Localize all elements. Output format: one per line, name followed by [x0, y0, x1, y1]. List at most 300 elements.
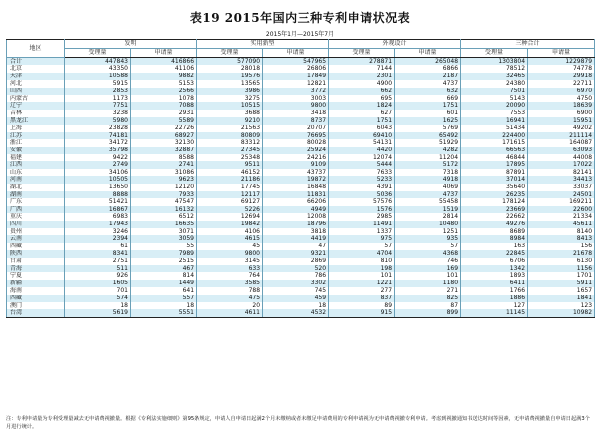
table-row: [7, 147, 595, 154]
value-cell: 745: [263, 287, 329, 294]
value-cell: 8341: [65, 250, 131, 257]
value-cell: 475: [197, 295, 263, 302]
value-cell: 1766: [461, 287, 528, 294]
value-cell: 1751: [395, 102, 461, 109]
value-cell: 2869: [263, 258, 329, 265]
value-cell: 23828: [65, 125, 131, 132]
value-cell: 4532: [263, 309, 329, 317]
value-cell: 2515: [131, 258, 197, 265]
value-cell: 11145: [461, 309, 528, 317]
value-cell: 627: [329, 110, 395, 117]
region-column-header: 地区: [7, 40, 65, 58]
table-row: [7, 132, 595, 139]
table-row: [7, 139, 595, 146]
value-cell: 49202: [528, 125, 595, 132]
value-cell: 25348: [197, 154, 263, 161]
region-cell: 北京: [7, 65, 65, 72]
value-cell: 11204: [395, 154, 461, 161]
value-cell: 17895: [461, 161, 528, 168]
table-row: [7, 80, 595, 87]
table-row: [7, 65, 595, 72]
value-cell: 87891: [461, 169, 528, 176]
value-cell: 6130: [528, 258, 595, 265]
value-cell: 12821: [263, 80, 329, 87]
value-cell: 12120: [131, 184, 197, 191]
value-cell: 4420: [329, 147, 395, 154]
value-cell: 44008: [528, 154, 595, 161]
value-cell: 25924: [263, 147, 329, 154]
value-cell: 5551: [131, 309, 197, 317]
value-cell: 459: [263, 295, 329, 302]
value-cell: 9882: [131, 73, 197, 80]
value-cell: 211114: [528, 132, 595, 139]
value-cell: 5036: [329, 191, 395, 198]
value-cell: 7501: [461, 88, 528, 95]
value-cell: 577090: [197, 58, 263, 66]
region-cell: 内蒙古: [7, 95, 65, 102]
value-cell: 915: [329, 309, 395, 317]
value-cell: 3585: [197, 280, 263, 287]
value-cell: 17849: [263, 73, 329, 80]
value-cell: 69127: [197, 198, 263, 205]
value-cell: 3246: [65, 228, 131, 235]
value-cell: 89: [329, 302, 395, 309]
value-cell: 4900: [329, 80, 395, 87]
value-cell: 1303804: [461, 58, 528, 66]
value-cell: 10515: [197, 102, 263, 109]
value-cell: 3003: [263, 95, 329, 102]
value-cell: 271: [395, 287, 461, 294]
document-subtitle: 2015年1月—2015年7月: [265, 31, 335, 38]
region-cell: 上海: [7, 125, 65, 132]
value-cell: 1701: [528, 272, 595, 279]
value-cell: 3688: [197, 110, 263, 117]
region-cell: 河南: [7, 176, 65, 183]
subheader-applied: 申请量: [395, 49, 461, 58]
value-cell: 632: [395, 88, 461, 95]
value-cell: 17022: [528, 161, 595, 168]
value-cell: 265048: [395, 58, 461, 66]
value-cell: 18: [65, 302, 131, 309]
patent-applications-table: [6, 39, 595, 318]
value-cell: 22711: [528, 80, 595, 87]
value-cell: 178124: [461, 198, 528, 205]
value-cell: 45: [197, 243, 263, 250]
value-cell: 27345: [197, 147, 263, 154]
value-cell: 2394: [65, 235, 131, 242]
value-cell: 15951: [528, 117, 595, 124]
value-cell: 7088: [131, 102, 197, 109]
subheader-applied: 申请量: [528, 49, 595, 58]
value-cell: 10480: [395, 221, 461, 228]
table-row: [7, 184, 595, 191]
table-row: [7, 161, 595, 168]
value-cell: 18: [263, 302, 329, 309]
value-cell: 5589: [131, 117, 197, 124]
subheader-applied: 申请量: [131, 49, 197, 58]
value-cell: 1180: [395, 280, 461, 287]
value-cell: 5233: [329, 176, 395, 183]
table-row-total: [7, 58, 595, 66]
value-cell: 4069: [395, 184, 461, 191]
value-cell: 825: [395, 295, 461, 302]
value-cell: 7751: [65, 102, 131, 109]
value-cell: 20707: [263, 125, 329, 132]
value-cell: 1893: [461, 272, 528, 279]
value-cell: 8140: [528, 228, 595, 235]
value-cell: 788: [197, 287, 263, 294]
table-body: [7, 58, 595, 318]
value-cell: 814: [131, 272, 197, 279]
value-cell: 51929: [395, 139, 461, 146]
value-cell: 24501: [528, 191, 595, 198]
value-cell: 57: [329, 243, 395, 250]
value-cell: 837: [329, 295, 395, 302]
value-cell: 3986: [197, 88, 263, 95]
value-cell: 2751: [65, 258, 131, 265]
value-cell: 12008: [263, 213, 329, 220]
value-cell: 4615: [197, 235, 263, 242]
value-cell: 786: [263, 272, 329, 279]
value-cell: 8413: [528, 235, 595, 242]
group-header-utility-model: 实用新型: [197, 40, 329, 49]
subheader-accepted: 受理量: [461, 49, 528, 58]
value-cell: 127: [461, 302, 528, 309]
value-cell: 4282: [395, 147, 461, 154]
value-cell: 32465: [461, 73, 528, 80]
value-cell: 701: [65, 287, 131, 294]
group-header-design: 外观设计: [329, 40, 461, 49]
value-cell: 1342: [461, 265, 528, 272]
value-cell: 2566: [131, 88, 197, 95]
value-cell: 45611: [528, 221, 595, 228]
value-cell: 16132: [131, 206, 197, 213]
value-cell: 5444: [329, 161, 395, 168]
value-cell: 51434: [461, 125, 528, 132]
value-cell: 764: [197, 272, 263, 279]
table-header-row-groups: [7, 40, 595, 49]
value-cell: 68927: [131, 132, 197, 139]
region-cell: 甘肃: [7, 258, 65, 265]
value-cell: 7318: [395, 169, 461, 176]
value-cell: 9511: [197, 161, 263, 168]
value-cell: 5226: [197, 206, 263, 213]
value-cell: 80028: [263, 139, 329, 146]
footnote: 注：专利申请量为专利受理量减去无申请费视撤量。根据《专利法实施细则》第95条规定，申请人自申请日起满2个月未缴纳或者未缴足申请费用的专利申请视为无申请费视撤专利申请。考虑到视撤通知书送达时间等因素，无申请费视撤量自申请日起满3个月进行统计。: [6, 416, 590, 430]
value-cell: 926: [65, 272, 131, 279]
value-cell: 12694: [197, 213, 263, 220]
value-cell: 22726: [131, 125, 197, 132]
subheader-accepted: 受理量: [197, 49, 263, 58]
value-cell: 5911: [528, 280, 595, 287]
value-cell: 695: [329, 95, 395, 102]
value-cell: 5172: [395, 161, 461, 168]
value-cell: 8689: [461, 228, 528, 235]
value-cell: 10982: [528, 309, 595, 317]
value-cell: 46152: [197, 169, 263, 176]
value-cell: 23669: [461, 206, 528, 213]
value-cell: 54131: [329, 139, 395, 146]
value-cell: 57: [395, 243, 461, 250]
value-cell: 80809: [197, 132, 263, 139]
value-cell: 9109: [263, 161, 329, 168]
value-cell: 1824: [329, 102, 395, 109]
table-row: [7, 88, 595, 95]
value-cell: 9800: [263, 102, 329, 109]
value-cell: 1576: [329, 206, 395, 213]
region-cell: 安徽: [7, 147, 65, 154]
value-cell: 34106: [65, 169, 131, 176]
table-row: [7, 221, 595, 228]
value-cell: 198: [329, 265, 395, 272]
value-cell: 9422: [65, 154, 131, 161]
value-cell: 47547: [131, 198, 197, 205]
value-cell: 87: [395, 302, 461, 309]
value-cell: 1229879: [528, 58, 595, 66]
region-cell: 宁夏: [7, 272, 65, 279]
table-row: [7, 102, 595, 109]
table-row: [7, 243, 595, 250]
value-cell: 7633: [329, 169, 395, 176]
value-cell: 4391: [329, 184, 395, 191]
table-row: [7, 250, 595, 257]
region-cell: 江西: [7, 161, 65, 168]
table-row: [7, 309, 595, 317]
value-cell: 4737: [395, 80, 461, 87]
value-cell: 21563: [197, 125, 263, 132]
value-cell: 18639: [528, 102, 595, 109]
value-cell: 21334: [528, 213, 595, 220]
value-cell: 164087: [528, 139, 595, 146]
value-cell: 156: [528, 243, 595, 250]
region-cell: 黑龙江: [7, 117, 65, 124]
value-cell: 4704: [329, 250, 395, 257]
value-cell: 32887: [131, 147, 197, 154]
region-cell: 浙江: [7, 139, 65, 146]
value-cell: 34413: [528, 176, 595, 183]
value-cell: 16941: [461, 117, 528, 124]
value-cell: 35798: [65, 147, 131, 154]
value-cell: 46844: [461, 154, 528, 161]
value-cell: 9800: [197, 250, 263, 257]
value-cell: 5980: [65, 117, 131, 124]
value-cell: 1841: [528, 295, 595, 302]
value-cell: 3059: [131, 235, 197, 242]
value-cell: 3302: [263, 280, 329, 287]
value-cell: 2741: [131, 161, 197, 168]
table-row: [7, 169, 595, 176]
value-cell: 26806: [263, 65, 329, 72]
value-cell: 3071: [131, 228, 197, 235]
value-cell: 20090: [461, 102, 528, 109]
group-header-invention: 发明: [65, 40, 197, 49]
value-cell: 6706: [461, 258, 528, 265]
region-cell: 海南: [7, 287, 65, 294]
value-cell: 66563: [461, 147, 528, 154]
table-row: [7, 117, 595, 124]
value-cell: 8984: [461, 235, 528, 242]
value-cell: 4368: [395, 250, 461, 257]
value-cell: 101: [329, 272, 395, 279]
value-cell: 1221: [329, 280, 395, 287]
value-cell: 2749: [65, 161, 131, 168]
value-cell: 935: [395, 235, 461, 242]
region-cell: 西藏: [7, 243, 65, 250]
table-row: [7, 125, 595, 132]
value-cell: 5769: [395, 125, 461, 132]
region-cell: 广东: [7, 198, 65, 205]
value-cell: 21186: [197, 176, 263, 183]
value-cell: 22662: [461, 213, 528, 220]
table-row: [7, 213, 595, 220]
region-cell: 山西: [7, 88, 65, 95]
value-cell: 3818: [263, 228, 329, 235]
region-cell: 湖北: [7, 184, 65, 191]
value-cell: 74778: [528, 65, 595, 72]
table-row: [7, 198, 595, 205]
value-cell: 557: [131, 295, 197, 302]
value-cell: 55458: [395, 198, 461, 205]
table-row: [7, 110, 595, 117]
value-cell: 1751: [329, 117, 395, 124]
value-cell: 574: [65, 295, 131, 302]
value-cell: 6983: [65, 213, 131, 220]
table-row: [7, 235, 595, 242]
value-cell: 61: [65, 243, 131, 250]
table-row: [7, 176, 595, 183]
value-cell: 3772: [263, 88, 329, 95]
region-cell: 云南: [7, 235, 65, 242]
value-cell: 4737: [395, 191, 461, 198]
value-cell: 1078: [131, 95, 197, 102]
value-cell: 12074: [329, 154, 395, 161]
value-cell: 975: [329, 235, 395, 242]
value-cell: 43737: [263, 169, 329, 176]
value-cell: 13565: [197, 80, 263, 87]
value-cell: 9210: [197, 117, 263, 124]
value-cell: 34172: [65, 139, 131, 146]
value-cell: 5619: [65, 309, 131, 317]
value-cell: 4750: [528, 95, 595, 102]
region-cell: 辽宁: [7, 102, 65, 109]
value-cell: 18: [131, 302, 197, 309]
value-cell: 32130: [131, 139, 197, 146]
value-cell: 224400: [461, 132, 528, 139]
value-cell: 662: [329, 88, 395, 95]
value-cell: 1173: [65, 95, 131, 102]
value-cell: 83312: [197, 139, 263, 146]
document-title: 表19 2015年国内三种专利申请状况表: [189, 11, 411, 25]
table-row: [7, 258, 595, 265]
value-cell: 1657: [528, 287, 595, 294]
value-cell: 899: [395, 309, 461, 317]
value-cell: 24216: [263, 154, 329, 161]
value-cell: 6900: [528, 110, 595, 117]
value-cell: 17943: [65, 221, 131, 228]
value-cell: 123: [528, 302, 595, 309]
value-cell: 7553: [461, 110, 528, 117]
value-cell: 520: [263, 265, 329, 272]
value-cell: 24380: [461, 80, 528, 87]
subheader-applied: 申请量: [263, 49, 329, 58]
value-cell: 3238: [65, 110, 131, 117]
value-cell: 2814: [395, 213, 461, 220]
value-cell: 47: [263, 243, 329, 250]
region-cell: 广西: [7, 206, 65, 213]
value-cell: 49276: [461, 221, 528, 228]
value-cell: 6970: [528, 88, 595, 95]
value-cell: 17745: [197, 184, 263, 191]
value-cell: 278871: [329, 58, 395, 66]
value-cell: 16635: [131, 221, 197, 228]
value-cell: 11491: [329, 221, 395, 228]
value-cell: 18796: [263, 221, 329, 228]
value-cell: 3275: [197, 95, 263, 102]
value-cell: 29918: [528, 73, 595, 80]
value-cell: 169: [395, 265, 461, 272]
region-cell: 贵州: [7, 228, 65, 235]
region-cell: 陕西: [7, 250, 65, 257]
value-cell: 1156: [528, 265, 595, 272]
value-cell: 19872: [263, 176, 329, 183]
value-cell: 3145: [197, 258, 263, 265]
region-cell: 湖南: [7, 191, 65, 198]
value-cell: 10588: [65, 73, 131, 80]
value-cell: 467: [131, 265, 197, 272]
value-cell: 101: [395, 272, 461, 279]
table-row: [7, 272, 595, 279]
value-cell: 76695: [263, 132, 329, 139]
value-cell: 4419: [263, 235, 329, 242]
table-row: [7, 295, 595, 302]
region-cell: 澳门: [7, 302, 65, 309]
value-cell: 547965: [263, 58, 329, 66]
region-cell: 山东: [7, 169, 65, 176]
value-cell: 11831: [263, 191, 329, 198]
table-row: [7, 95, 595, 102]
value-cell: 22845: [461, 250, 528, 257]
value-cell: 1251: [395, 228, 461, 235]
table-row: [7, 287, 595, 294]
value-cell: 7989: [131, 250, 197, 257]
value-cell: 277: [329, 287, 395, 294]
value-cell: 55: [131, 243, 197, 250]
value-cell: 9623: [131, 176, 197, 183]
value-cell: 65492: [395, 132, 461, 139]
value-cell: 1519: [395, 206, 461, 213]
value-cell: 26235: [461, 191, 528, 198]
value-cell: 69410: [329, 132, 395, 139]
value-cell: 4611: [197, 309, 263, 317]
region-cell: 台湾: [7, 309, 65, 317]
value-cell: 641: [131, 287, 197, 294]
table-row: [7, 73, 595, 80]
value-cell: 1605: [65, 280, 131, 287]
value-cell: 5143: [461, 95, 528, 102]
region-cell: 天津: [7, 73, 65, 80]
value-cell: 1337: [329, 228, 395, 235]
value-cell: 4918: [395, 176, 461, 183]
value-cell: 1625: [395, 117, 461, 124]
value-cell: 511: [65, 265, 131, 272]
table-row: [7, 265, 595, 272]
region-cell: 福建: [7, 154, 65, 161]
value-cell: 7144: [329, 65, 395, 72]
region-cell: 合计: [7, 58, 65, 66]
value-cell: 78512: [461, 65, 528, 72]
value-cell: 2985: [329, 213, 395, 220]
region-cell: 西藏: [7, 295, 65, 302]
